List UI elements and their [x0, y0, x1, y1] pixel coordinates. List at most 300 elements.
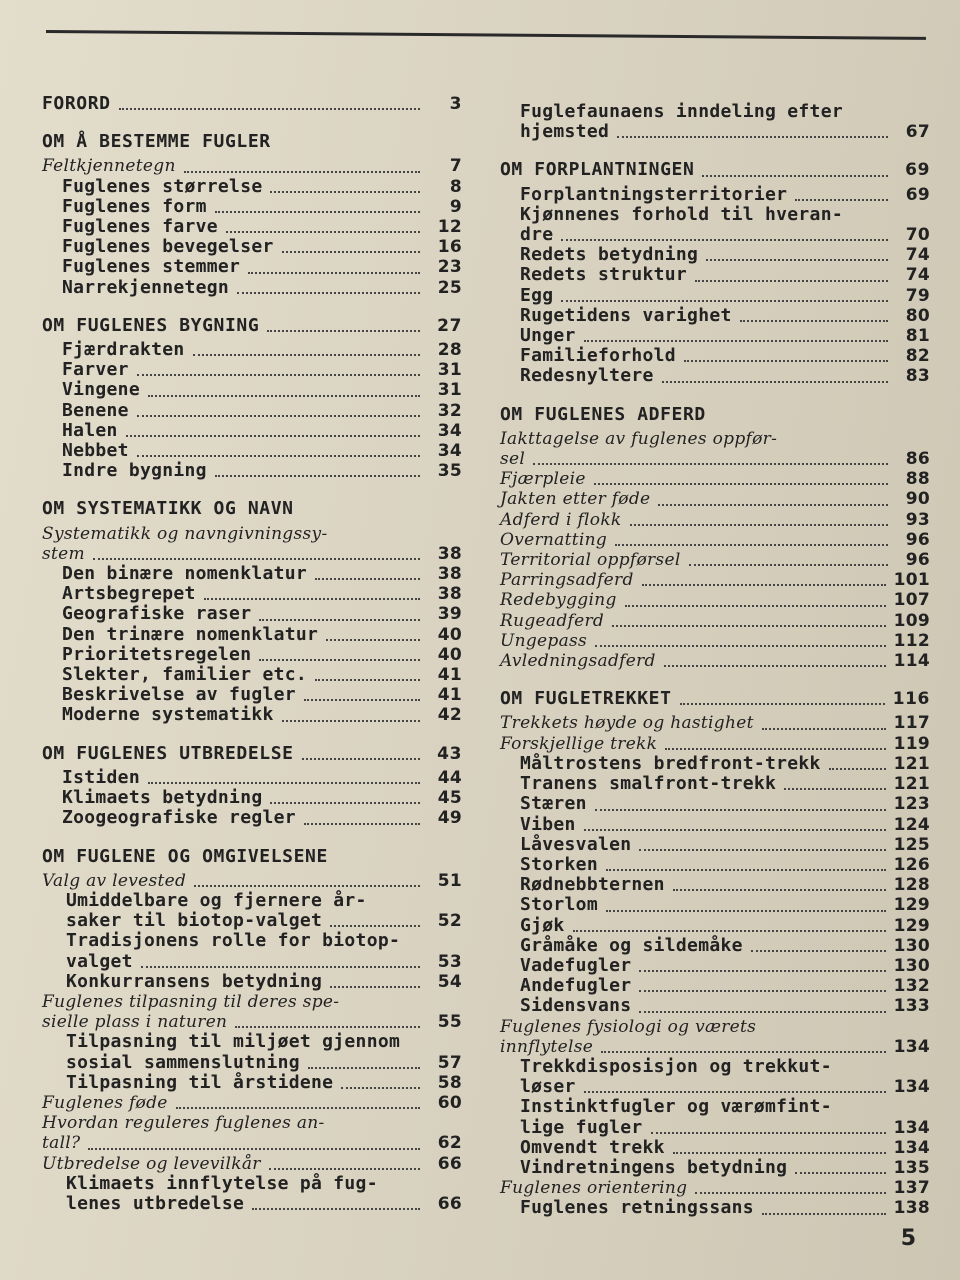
toc-entry-title: Storlom: [520, 894, 598, 916]
toc-entry-title: OM FUGLENE OG OMGIVELSENE: [42, 845, 328, 867]
toc-section: [500, 689, 930, 1218]
dot-leader: [194, 884, 420, 887]
toc-entry: [500, 185, 930, 205]
toc-entry: [500, 936, 930, 956]
toc-entry-title: Feltkjennetegn: [42, 156, 176, 177]
toc-entry: [500, 1118, 930, 1138]
toc-entry-title: Farver: [62, 359, 129, 381]
toc-entry-title: OM FUGLENES UTBREDELSE: [42, 742, 294, 764]
toc-page-number: 88: [905, 469, 930, 490]
toc-entry-title: Trekkdisposisjon og trekkut-: [520, 1055, 832, 1077]
dot-leader: [315, 678, 420, 681]
toc-page-number: 49: [437, 808, 462, 829]
toc-entry-title: hjemsted: [520, 121, 610, 143]
toc-page-number: 69: [905, 184, 930, 205]
toc-section-heading: [42, 499, 462, 519]
toc-entry: [42, 1194, 462, 1214]
toc-entry: [42, 604, 462, 624]
toc-entry: [500, 570, 930, 590]
toc-entry: [42, 871, 462, 891]
dot-leader: [267, 329, 420, 332]
toc-entry: [42, 197, 462, 217]
toc-page-number: 40: [437, 644, 462, 665]
toc-entry-title: Parringsadferd: [500, 570, 634, 591]
toc-entry-title: Omvendt trekk: [520, 1136, 665, 1158]
toc-page-number: 52: [437, 911, 462, 932]
dot-leader: [612, 624, 886, 627]
toc-page-number: 130: [893, 955, 930, 976]
toc-entry: [42, 768, 462, 788]
toc-entry: [42, 1093, 462, 1113]
toc-page-number: 31: [437, 380, 462, 401]
toc-page-number: 134: [893, 1117, 930, 1138]
toc-entry-title: Hvordan reguleres fuglenes an-: [42, 1113, 325, 1134]
toc-page-number: 44: [437, 767, 462, 788]
toc-page-number: 41: [437, 665, 462, 686]
dot-leader: [639, 989, 885, 992]
toc-entry-title: Fuglenes form: [62, 195, 207, 217]
toc-entry-title: valget: [66, 950, 133, 972]
toc-entry-title: OM Å BESTEMME FUGLER: [42, 131, 271, 153]
toc-entry-title: Fuglefaunaens inndeling efter: [520, 101, 843, 122]
dot-leader: [662, 380, 888, 383]
dot-leader: [615, 543, 888, 546]
dot-leader: [226, 230, 420, 233]
toc-entry: [42, 401, 462, 421]
toc-entry-title: dre: [520, 224, 554, 246]
toc-page-number: 134: [893, 1077, 930, 1098]
dot-leader: [595, 808, 886, 811]
toc-page-number: 121: [893, 753, 930, 774]
toc-entry-title: innflytelse: [500, 1036, 594, 1057]
toc-entry-title: Fuglenes retningssans: [520, 1197, 754, 1219]
dot-leader: [684, 359, 888, 362]
toc-page-number: 66: [437, 1153, 462, 1174]
toc-entry-title: Unger: [520, 325, 576, 347]
toc-entry: [42, 584, 462, 604]
toc-entry-title: Redets struktur: [520, 264, 688, 286]
dot-leader: [533, 462, 888, 465]
toc-page-number: 27: [437, 315, 462, 336]
toc-entry-title: Rugeadferd: [500, 610, 605, 631]
toc-entry: [42, 278, 462, 298]
toc-entry-title: OM FUGLETREKKET: [500, 688, 672, 710]
toc-entry: [500, 346, 930, 366]
dot-leader: [408, 947, 420, 948]
toc-page-number: 109: [893, 610, 930, 631]
toc-right-column: [500, 102, 930, 1237]
toc-entry-title: Vadefugler: [520, 954, 632, 976]
dot-leader: [851, 220, 888, 221]
toc-entry: [500, 225, 930, 245]
toc-page-number: 53: [437, 951, 462, 972]
toc-page-number: 55: [437, 1012, 462, 1033]
toc-entry-title: Rugetidens varighet: [520, 304, 732, 326]
toc-entry-title: Tilpasning til årstidene: [66, 1071, 334, 1093]
toc-page-number: 66: [437, 1193, 462, 1214]
toc-page-number: 126: [893, 854, 930, 875]
toc-page-number: 57: [437, 1052, 462, 1073]
toc-page-number: 124: [893, 814, 930, 835]
toc-entry-title: Utbredelse og levevilkår: [42, 1153, 261, 1174]
toc-entry-title: Istiden: [62, 766, 140, 788]
toc-page-number: 23: [437, 257, 462, 278]
toc-entry: [500, 1178, 930, 1198]
toc-page-number: 9: [449, 196, 462, 217]
dot-leader: [561, 299, 888, 302]
toc-entry-title: Tilpasning til miljøet gjennom: [66, 1031, 401, 1053]
toc-entry: [500, 1138, 930, 1158]
dot-leader: [642, 583, 886, 586]
toc-page-number: 112: [893, 630, 930, 651]
toc-entry: [42, 544, 462, 564]
toc-page-number: 12: [437, 217, 462, 238]
toc-section-heading: [500, 160, 930, 180]
toc-entry-title: tall?: [42, 1133, 81, 1154]
toc-entry-title: Beskrivelse av fugler: [62, 684, 296, 706]
toc-page-number: 45: [437, 788, 462, 809]
toc-entry: [42, 952, 462, 972]
toc-entry-title: Klimaets innflytelse på fug-: [66, 1172, 378, 1194]
toc-entry-title: Zoogeografiske regler: [62, 807, 296, 829]
toc-entry-title: Kjønnenes forhold til hveran-: [520, 203, 843, 225]
toc-page-number: 96: [905, 529, 930, 550]
toc-entry-title: FORORD: [42, 93, 111, 114]
toc-entry-title: stem: [42, 543, 85, 564]
dot-leader: [336, 862, 420, 863]
toc-entry: [500, 449, 930, 469]
dot-leader: [606, 909, 886, 912]
dot-leader: [851, 117, 888, 118]
dot-leader: [695, 279, 888, 282]
dot-leader: [702, 174, 888, 177]
toc-page-number: 90: [905, 489, 930, 510]
toc-entry: [42, 705, 462, 725]
toc-entry-title: Vindretningens betydning: [520, 1156, 788, 1178]
toc-page-number: 32: [437, 400, 462, 421]
dot-leader: [237, 291, 420, 294]
toc-entry: [42, 421, 462, 441]
dot-leader: [584, 339, 888, 342]
toc-page-number: 82: [905, 346, 930, 367]
dot-leader: [673, 1151, 886, 1154]
dot-leader: [184, 170, 420, 173]
toc-entry-title: Overnatting: [500, 529, 608, 550]
toc-entry-title: Viben: [520, 813, 576, 835]
toc-entry-title: Narrekjennetegn: [62, 276, 230, 298]
toc-entry: [500, 366, 930, 386]
toc-entry: [42, 524, 462, 544]
toc-entry: [42, 1174, 462, 1194]
toc-entry: [42, 891, 462, 911]
toc-entry-title: Gråmåke og sildemåke: [520, 934, 743, 956]
toc-entry-title: Fjærdrakten: [62, 339, 185, 361]
toc-entry-title: Fuglenes orientering: [500, 1178, 688, 1199]
dot-leader: [639, 848, 885, 851]
toc-entry-title: Moderne systematikk: [62, 704, 274, 726]
dot-leader: [270, 190, 420, 193]
dot-leader: [269, 1167, 420, 1170]
toc-entry: [42, 340, 462, 360]
toc-page-number: 39: [437, 604, 462, 625]
toc-entry-title: løser: [520, 1076, 576, 1098]
toc-entry: [500, 469, 930, 489]
toc-section: [500, 102, 930, 142]
toc-page-number: 34: [437, 420, 462, 441]
toc-page-number: 34: [437, 441, 462, 462]
toc-entry-title: Fuglenes bevegelser: [62, 236, 274, 258]
toc-entry-title: Fuglenes fysiologi og værets: [500, 1016, 757, 1037]
toc-page-number: 7: [449, 156, 462, 177]
dot-leader: [795, 198, 888, 201]
dot-leader: [347, 1007, 420, 1008]
toc-entry-title: Nebbet: [62, 440, 129, 462]
dot-leader: [689, 563, 888, 566]
toc-entry-title: Fuglenes farve: [62, 216, 218, 238]
toc-entry-title: Fuglenes tilpasning til deres spe-: [42, 991, 340, 1012]
toc-entry-title: Prioritetsregelen: [62, 643, 252, 665]
dot-leader: [695, 1191, 885, 1194]
toc-entry: [500, 550, 930, 570]
dot-leader: [606, 868, 886, 871]
toc-section: [42, 744, 462, 829]
toc-entry: [500, 122, 930, 142]
toc-entry-title: Forplantningsterritorier: [520, 183, 788, 205]
toc-entry: [42, 1032, 462, 1052]
toc-entry-title: Låvesvalen: [520, 833, 632, 855]
dot-leader: [584, 1090, 886, 1093]
toc-entry: [42, 441, 462, 461]
toc-section: [42, 94, 462, 114]
dot-leader: [176, 1106, 420, 1109]
toc-entry: [42, 1113, 462, 1133]
toc-entry: [500, 916, 930, 936]
toc-entry: [42, 808, 462, 828]
toc-entry: [42, 972, 462, 992]
dot-leader: [308, 1066, 420, 1069]
toc-entry: [42, 1053, 462, 1073]
dot-leader: [785, 444, 888, 445]
toc-entry-title: Halen: [62, 419, 118, 441]
toc-entry-title: saker til biotop-valget: [66, 910, 323, 932]
toc-page-number: 69: [905, 160, 930, 181]
dot-leader: [561, 238, 888, 241]
toc-entry: [500, 815, 930, 835]
toc-entry-title: OM FORPLANTNINGEN: [500, 159, 695, 181]
toc-entry-title: Den trinære nomenklatur: [62, 623, 319, 645]
dot-leader: [148, 394, 420, 397]
toc-page-number: 135: [893, 1157, 930, 1178]
dot-leader: [784, 787, 885, 790]
toc-entry: [42, 685, 462, 705]
dot-leader: [330, 985, 420, 988]
dot-leader: [315, 577, 420, 580]
toc-entry-title: Benene: [62, 399, 129, 421]
toc-entry-title: Fuglenes stemmer: [62, 256, 241, 278]
toc-entry-title: Systematikk og navngivningssy-: [42, 523, 328, 544]
toc-entry: [500, 651, 930, 671]
toc-entry-title: lenes utbredelse: [66, 1192, 245, 1214]
toc-entry-title: Storken: [520, 853, 598, 875]
dot-leader: [630, 523, 888, 526]
dot-leader: [795, 1171, 885, 1174]
toc-entry: [42, 257, 462, 277]
dot-leader: [279, 147, 420, 148]
dot-leader: [141, 965, 420, 968]
toc-page-number: 25: [437, 277, 462, 298]
dot-leader: [235, 1025, 420, 1028]
toc-entry: [500, 713, 930, 733]
toc-left-column: [42, 94, 462, 1232]
toc-page-number: 38: [437, 564, 462, 585]
toc-page-number: 43: [437, 743, 462, 764]
toc-page-number: 79: [905, 285, 930, 306]
toc-entry-title: OM FUGLENES BYGNING: [42, 314, 260, 336]
toc-page-number: 138: [893, 1198, 930, 1219]
toc-entry: [500, 429, 930, 449]
dot-leader: [584, 828, 886, 831]
toc-page-number: 129: [893, 895, 930, 916]
toc-entry: [500, 286, 930, 306]
toc-page-number: 38: [437, 543, 462, 564]
dot-leader: [573, 929, 886, 932]
toc-entry-title: Rødnebbternen: [520, 874, 665, 896]
toc-section: [42, 132, 462, 298]
toc-page-number: 117: [893, 713, 930, 734]
toc-entry: [42, 645, 462, 665]
toc-section: [500, 405, 930, 672]
toc-entry-title: Geografiske raser: [62, 603, 252, 625]
dot-leader: [270, 801, 420, 804]
toc-entry-title: Valg av levested: [42, 870, 187, 891]
dot-leader: [330, 924, 420, 927]
toc-page-number: 119: [893, 733, 930, 754]
toc-page-number: 38: [437, 584, 462, 605]
toc-entry: [500, 102, 930, 122]
toc-entry-title: Fjærpleie: [500, 469, 586, 490]
toc-entry: [500, 245, 930, 265]
toc-entry-title: Fuglenes føde: [42, 1092, 168, 1113]
dot-leader: [673, 888, 886, 891]
toc-entry: [500, 754, 930, 774]
toc-entry: [500, 734, 930, 754]
toc-entry: [500, 875, 930, 895]
dot-leader: [408, 1048, 420, 1049]
toc-page-number: 8: [449, 176, 462, 197]
toc-entry-title: Slekter, familier etc.: [62, 664, 308, 686]
toc-entry: [500, 956, 930, 976]
toc-entry-title: OM SYSTEMATIKK OG NAVN: [42, 498, 294, 520]
dot-leader: [762, 1212, 886, 1215]
toc-section: [42, 847, 462, 1215]
toc-entry-title: Klimaets betydning: [62, 787, 263, 809]
toc-entry: [42, 665, 462, 685]
dot-leader: [680, 702, 885, 705]
toc-section: [42, 316, 462, 482]
toc-page-number: 114: [893, 651, 930, 672]
dot-leader: [829, 767, 886, 770]
toc-page-number: 51: [437, 870, 462, 891]
toc-section-heading: [42, 94, 462, 114]
toc-entry: [500, 306, 930, 326]
toc-page-number: 67: [905, 122, 930, 143]
toc-section-heading: [42, 132, 462, 152]
toc-entry: [500, 835, 930, 855]
toc-page-number: 116: [892, 689, 930, 710]
toc-entry-title: Territorial oppførsel: [500, 550, 681, 571]
toc-entry: [500, 1057, 930, 1077]
toc-page-number: 93: [905, 509, 930, 530]
toc-section-heading: [42, 847, 462, 867]
toc-section-heading: [500, 405, 930, 425]
toc-entry-title: sielle plass i naturen: [42, 1012, 228, 1033]
toc-page-number: 80: [905, 305, 930, 326]
page-number: 5: [900, 1226, 916, 1251]
toc-page-number: 96: [905, 550, 930, 571]
toc-entry: [500, 205, 930, 225]
toc-entry: [42, 1073, 462, 1093]
dot-leader: [137, 454, 420, 457]
toc-entry: [42, 360, 462, 380]
dot-leader: [302, 757, 420, 760]
dot-leader: [333, 1128, 420, 1129]
dot-leader: [193, 353, 420, 356]
toc-entry-title: Iakttagelse av fuglenes oppfør-: [500, 428, 778, 449]
toc-entry-title: Andefugler: [520, 975, 632, 997]
dot-leader: [651, 1131, 886, 1134]
toc-entry-title: Artsbegrepet: [62, 583, 196, 605]
toc-entry-title: Tranens smalfront-trekk: [520, 773, 777, 795]
dot-leader: [119, 107, 420, 110]
toc-entry: [500, 1037, 930, 1057]
toc-entry-title: Redesnyltere: [520, 365, 654, 387]
dot-leader: [664, 664, 886, 667]
dot-leader: [148, 781, 420, 784]
dot-leader: [375, 906, 420, 907]
toc-page-number: 130: [893, 935, 930, 956]
dot-leader: [625, 604, 886, 607]
toc-entry-title: Konkurransens betydning: [66, 970, 323, 992]
dot-leader: [336, 539, 421, 540]
toc-section-heading: [42, 316, 462, 336]
toc-page-number: 70: [905, 225, 930, 246]
toc-entry: [500, 1097, 930, 1117]
toc-page-number: 81: [905, 326, 930, 347]
toc-entry: [42, 1133, 462, 1153]
toc-entry: [42, 217, 462, 237]
dot-leader: [706, 258, 888, 261]
toc-entry: [42, 237, 462, 257]
dot-leader: [594, 482, 888, 485]
toc-page-number: 83: [905, 366, 930, 387]
dot-leader: [386, 1189, 420, 1190]
toc-entry: [42, 564, 462, 584]
toc-page-number: 107: [893, 590, 930, 611]
toc-entry: [42, 931, 462, 951]
toc-section: [500, 160, 930, 386]
dot-leader: [137, 414, 420, 417]
dot-leader: [282, 719, 420, 722]
toc-entry: [42, 911, 462, 931]
toc-entry: [42, 156, 462, 176]
top-rule: [46, 30, 926, 40]
dot-leader: [326, 638, 420, 641]
dot-leader: [259, 658, 420, 661]
toc-entry: [500, 794, 930, 814]
dot-leader: [714, 420, 888, 421]
toc-entry: [500, 590, 930, 610]
dot-leader: [282, 250, 420, 253]
